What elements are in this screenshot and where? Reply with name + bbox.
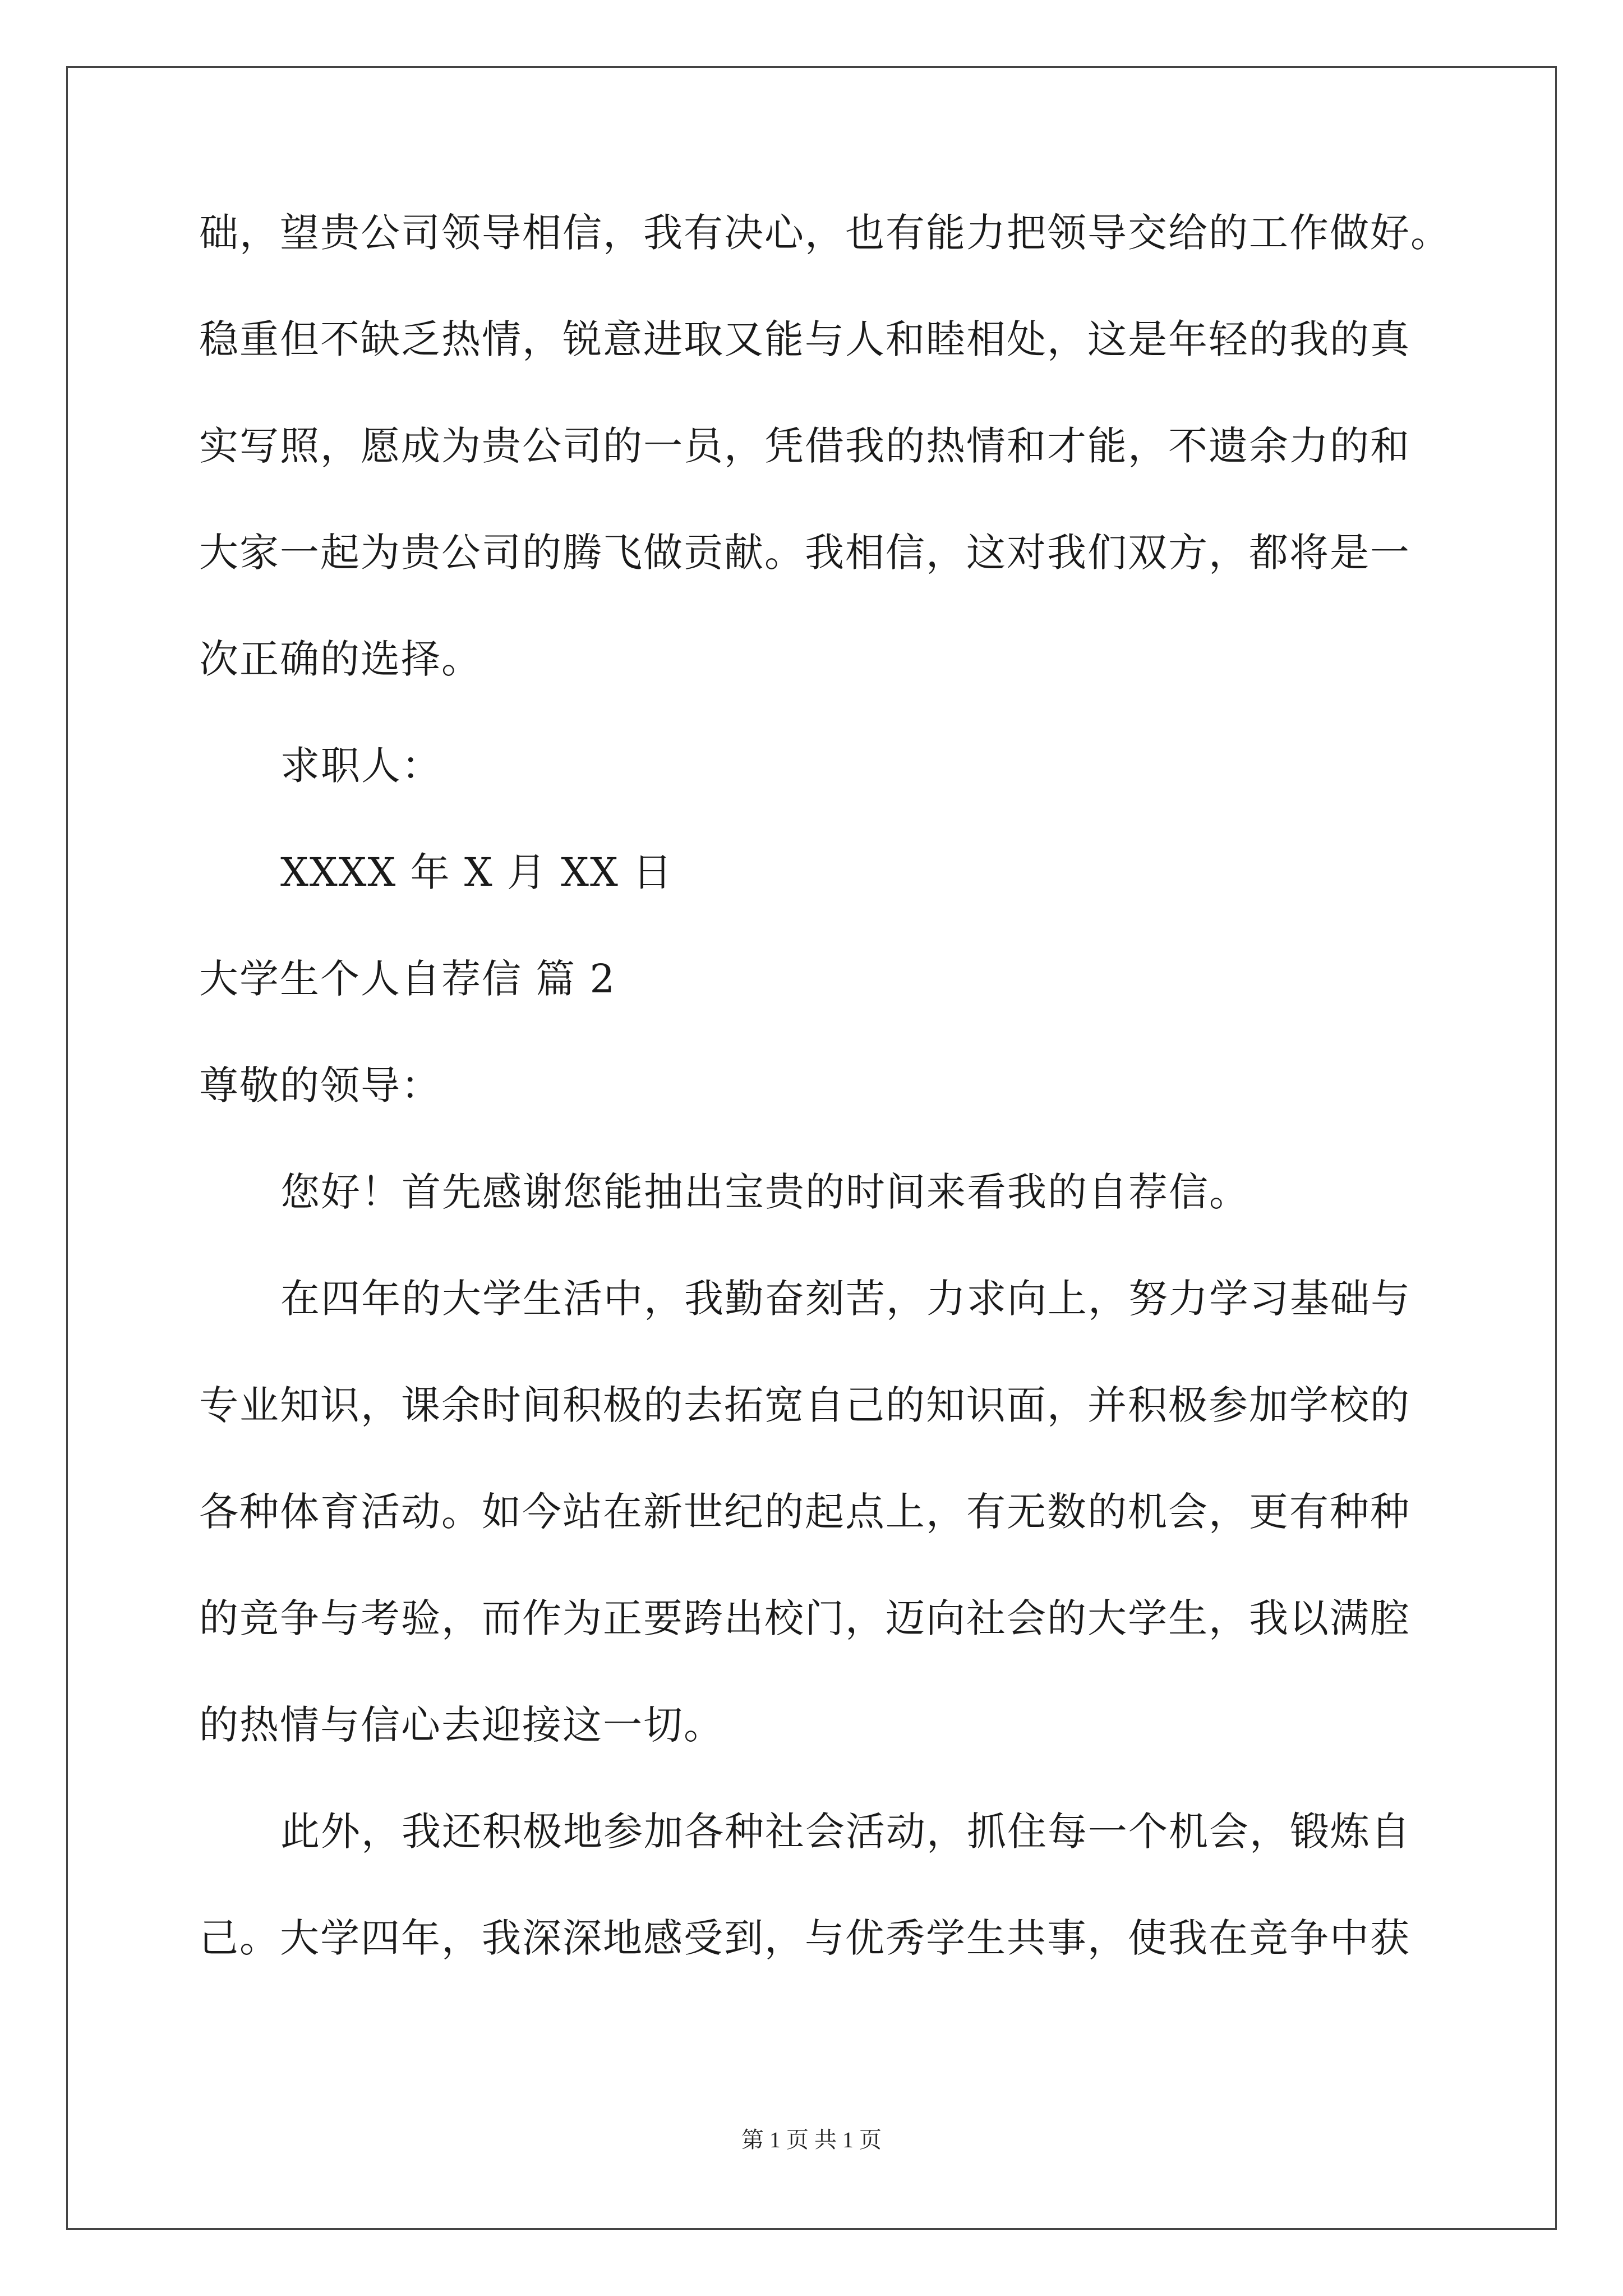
text-line-16: 此外，我还积极地参加各种社会活动，抓住每一个机会，锻炼自 [280,1809,1411,1855]
text-line-3: 实写照，愿成为贵公司的一员，凭借我的热情和才能，不遗余力的和 [199,423,1410,469]
document-body [199,210,1455,2025]
text-line-4: 大家一起为贵公司的腾飞做贡献。我相信，这对我们双方，都将是一 [199,530,1410,576]
page-number-footer: 第 1 页 共 1 页 [741,2127,882,2152]
text-line-17: 己。大学四年，我深深地感受到，与优秀学生共事，使我在竞争中获 [199,1915,1410,1961]
text-line-5: 次正确的选择。 [199,636,482,682]
date-line: XXXX 年 X 月 XX 日 [280,849,674,895]
text-line-13: 各种体育活动。如今站在新世纪的起点上，有无数的机会，更有种种 [199,1489,1410,1535]
salutation: 尊敬的领导： [199,1062,441,1108]
text-line-12: 专业知识，课余时间积极的去拓宽自己的知识面，并积极参加学校的 [199,1382,1410,1428]
text-line-14: 的竞争与考验，而作为正要跨出校门，迈向社会的大学生，我以满腔 [199,1595,1410,1641]
text-line-2: 稳重但不缺乏热情，锐意进取又能与人和睦相处，这是年轻的我的真 [199,316,1410,362]
greeting-line: 您好！首先感谢您能抽出宝贵的时间来看我的自荐信。 [280,1169,1249,1215]
text-line-15: 的热情与信心去迎接这一切。 [199,1702,724,1748]
text-line-11: 在四年的大学生活中，我勤奋刻苦，力求向上，努力学习基础与 [280,1276,1411,1322]
applicant-label: 求职人： [280,743,442,789]
section-heading: 大学生个人自荐信 篇 2 [199,956,616,1002]
text-line-1: 础，望贵公司领导相信，我有决心，也有能力把领导交给的工作做好。 [199,210,1451,256]
